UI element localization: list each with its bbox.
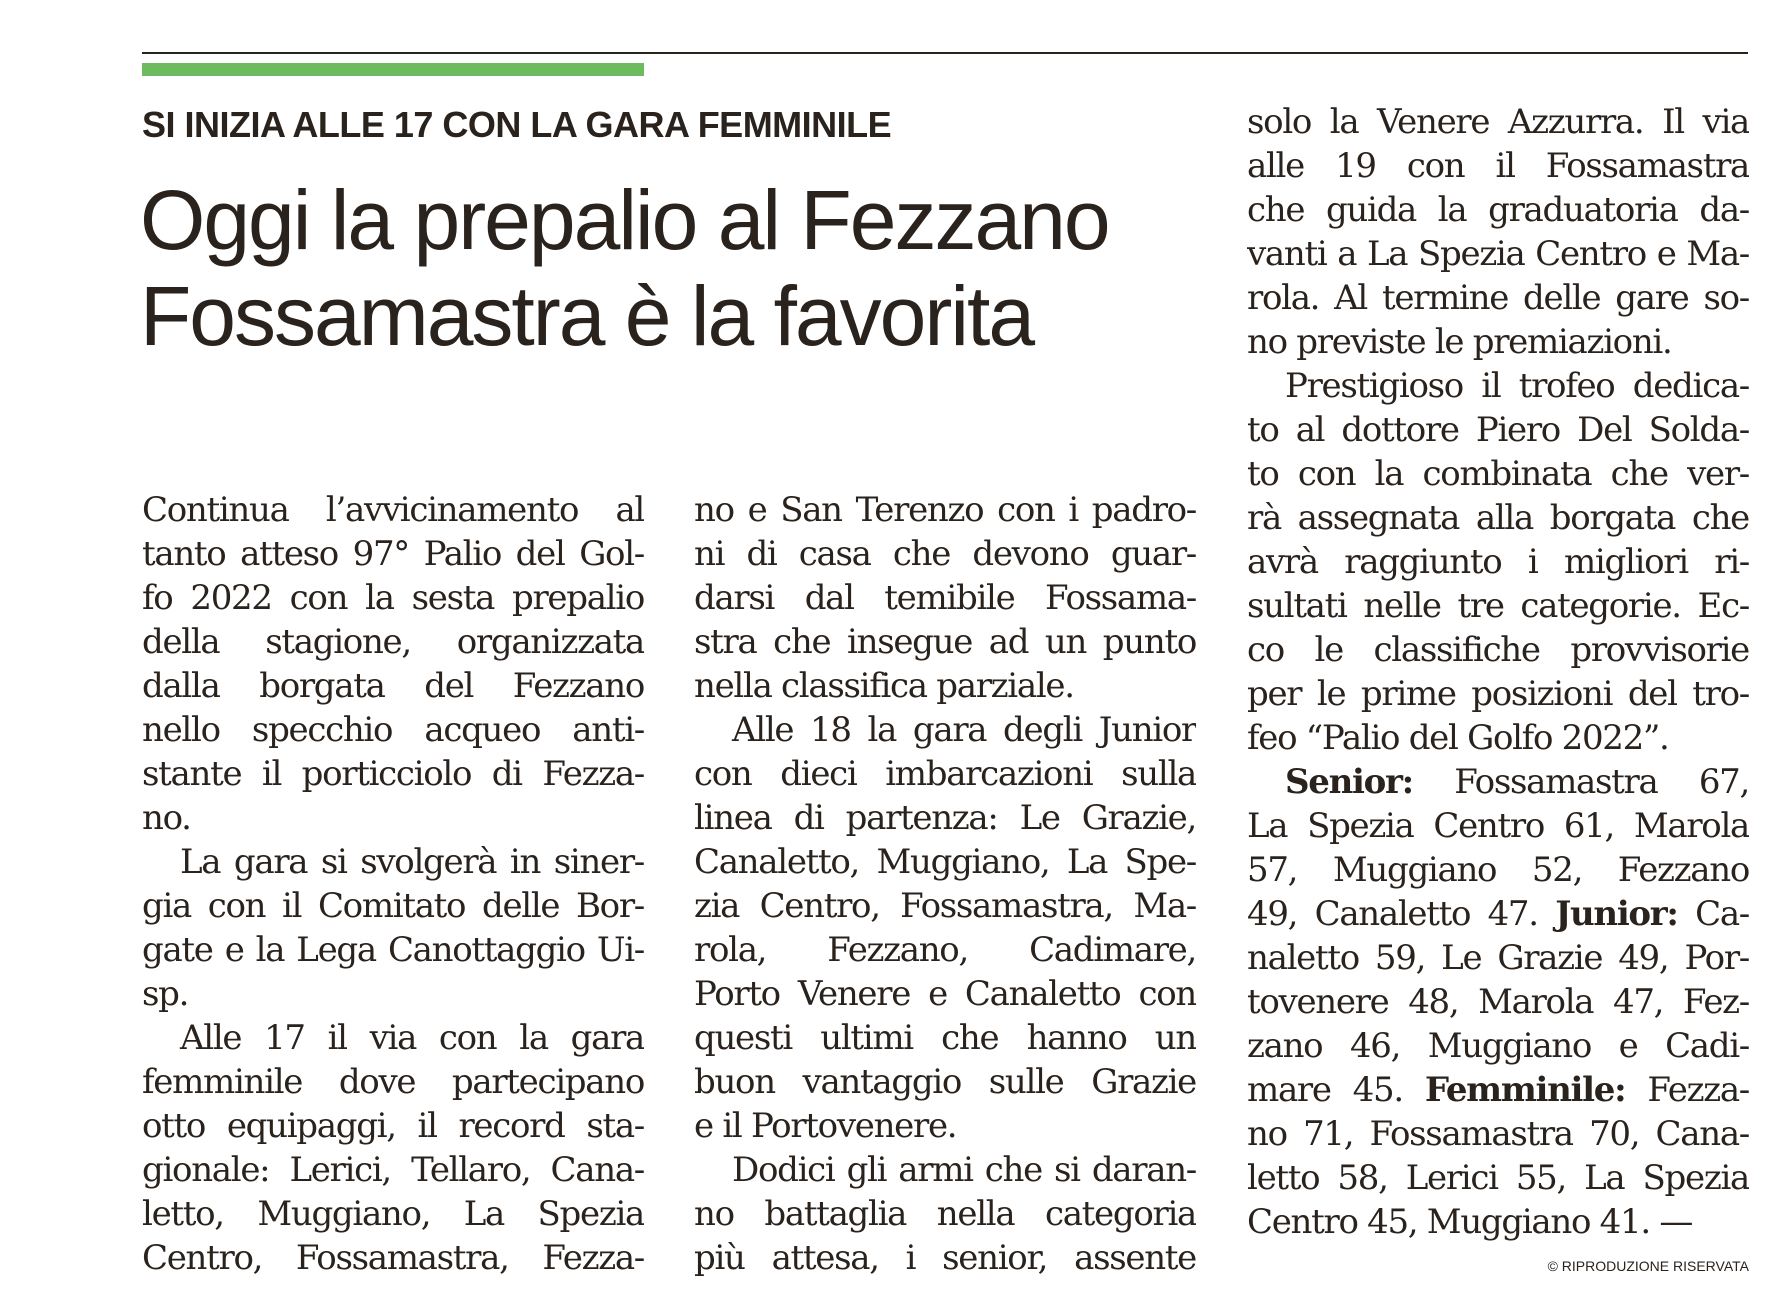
text-segment: La Spezia Centro 61, Marola bbox=[1247, 806, 1749, 846]
text-line bbox=[142, 1016, 644, 1060]
text-line bbox=[142, 884, 644, 928]
text-line bbox=[1247, 188, 1749, 232]
text-segment: no previste le premiazioni. bbox=[1247, 322, 1672, 362]
ranking-category-label: Senior: bbox=[1285, 762, 1413, 802]
text-segment: con dieci imbarcazioni sulla bbox=[694, 754, 1196, 794]
text-line bbox=[694, 796, 1196, 840]
text-line bbox=[694, 708, 1196, 752]
text-line bbox=[142, 972, 644, 1016]
text-line bbox=[1247, 892, 1749, 936]
text-segment: vanti a La Spezia Centro e Ma- bbox=[1247, 234, 1749, 274]
text-segment: sultati nelle tre categorie. Ec- bbox=[1247, 586, 1749, 626]
text-line bbox=[1247, 848, 1749, 892]
text-line bbox=[142, 532, 644, 576]
text-line bbox=[1247, 716, 1749, 760]
text-line bbox=[1247, 1068, 1749, 1112]
text-segment: mare 45. bbox=[1247, 1070, 1425, 1110]
text-segment: 49, Canaletto 47. bbox=[1247, 894, 1556, 934]
text-segment: stra che insegue ad un punto bbox=[694, 622, 1196, 662]
text-line bbox=[694, 1060, 1196, 1104]
text-segment: solo la Venere Azzurra. Il via bbox=[1247, 102, 1749, 142]
text-segment: rola, Fezzano, Cadimare, bbox=[694, 930, 1196, 970]
text-line bbox=[142, 752, 644, 796]
text-segment: fo 2022 con la sesta prepalio bbox=[142, 578, 644, 618]
text-segment: Dodici gli armi che si daran- bbox=[732, 1150, 1196, 1190]
text-segment: zano 46, Muggiano e Cadi- bbox=[1247, 1026, 1749, 1066]
text-line bbox=[1247, 1112, 1749, 1156]
text-segment: avrà raggiunto i migliori ri- bbox=[1247, 542, 1749, 582]
text-line bbox=[1247, 144, 1749, 188]
text-segment: Canaletto, Muggiano, La Spe- bbox=[694, 842, 1196, 882]
text-line bbox=[142, 1104, 644, 1148]
text-line bbox=[142, 1148, 644, 1192]
text-segment: no 71, Fossamastra 70, Cana- bbox=[1247, 1114, 1749, 1154]
text-segment: femminile dove partecipano bbox=[142, 1062, 644, 1102]
text-segment: to con la combinata che ver- bbox=[1247, 454, 1749, 494]
text-line bbox=[1247, 452, 1749, 496]
ranking-category-label: Femminile: bbox=[1424, 1070, 1626, 1110]
text-line bbox=[694, 532, 1196, 576]
text-segment: no e San Terenzo con i padro- bbox=[694, 490, 1196, 530]
text-segment: della stagione, organizzata bbox=[142, 622, 644, 662]
text-segment: e il Portovenere. bbox=[694, 1106, 957, 1146]
text-line bbox=[694, 1148, 1196, 1192]
text-line bbox=[694, 576, 1196, 620]
text-segment: Centro 45, Muggiano 41. — bbox=[1247, 1202, 1693, 1242]
text-line bbox=[694, 1104, 1196, 1148]
headline-line: Oggi la prepalio al Fezzano bbox=[140, 173, 1109, 267]
text-line bbox=[1247, 232, 1749, 276]
text-segment: Fezza- bbox=[1625, 1070, 1749, 1110]
kicker: SI INIZIA ALLE 17 CON LA GARA FEMMINILE bbox=[142, 104, 892, 145]
text-line bbox=[694, 752, 1196, 796]
text-line bbox=[1247, 628, 1749, 672]
text-segment: alle 19 con il Fossamastra bbox=[1247, 146, 1749, 186]
text-segment: Alle 18 la gara degli Junior bbox=[732, 710, 1196, 750]
text-segment: gia con il Comitato delle Bor- bbox=[142, 886, 644, 926]
text-line bbox=[694, 1192, 1196, 1236]
text-line bbox=[694, 620, 1196, 664]
text-segment: per le prime posizioni del tro- bbox=[1247, 674, 1749, 714]
text-segment: co le classifiche provvisorie bbox=[1247, 630, 1749, 670]
text-line bbox=[694, 972, 1196, 1016]
text-segment: tanto atteso 97° Palio del Gol- bbox=[142, 534, 644, 574]
text-segment: gionale: Lerici, Tellaro, Cana- bbox=[142, 1150, 644, 1190]
text-line bbox=[1247, 496, 1749, 540]
text-line bbox=[1247, 320, 1749, 364]
text-line bbox=[142, 796, 644, 840]
text-line bbox=[1247, 408, 1749, 452]
text-segment: più attesa, i senior, assente bbox=[694, 1238, 1196, 1278]
text-segment: feo “Palio del Golfo 2022”. bbox=[1247, 718, 1669, 758]
text-line bbox=[1247, 804, 1749, 848]
text-segment: no. bbox=[142, 798, 191, 838]
text-segment: rà assegnata alla borgata che bbox=[1247, 498, 1749, 538]
article-column-1 bbox=[142, 488, 644, 1280]
text-segment: letto 58, Lerici 55, La Spezia bbox=[1247, 1158, 1749, 1198]
text-segment: ni di casa che devono guar- bbox=[694, 534, 1196, 574]
ranking-category-label: Junior: bbox=[1555, 894, 1678, 934]
text-line bbox=[694, 840, 1196, 884]
text-segment: stante il porticciolo di Fezza- bbox=[142, 754, 644, 794]
text-line bbox=[1247, 936, 1749, 980]
article-column-2 bbox=[694, 488, 1196, 1280]
top-rule bbox=[142, 52, 1748, 54]
headline-line: Fossamastra è la favorita bbox=[140, 269, 1034, 363]
text-line bbox=[1247, 1024, 1749, 1068]
text-segment: Fossamastra 67, bbox=[1412, 762, 1749, 802]
text-segment: tovenere 48, Marola 47, Fez- bbox=[1247, 982, 1749, 1022]
text-segment: darsi dal temibile Fossama- bbox=[694, 578, 1196, 618]
text-line bbox=[1247, 276, 1749, 320]
text-line bbox=[142, 928, 644, 972]
text-segment: che guida la graduatoria da- bbox=[1247, 190, 1749, 230]
text-line bbox=[142, 664, 644, 708]
text-segment: to al dottore Piero Del Solda- bbox=[1247, 410, 1749, 450]
text-line bbox=[1247, 672, 1749, 716]
text-line bbox=[142, 1236, 644, 1280]
text-line bbox=[142, 1060, 644, 1104]
text-segment: naletto 59, Le Grazie 49, Por- bbox=[1247, 938, 1749, 978]
text-line bbox=[142, 840, 644, 884]
text-line bbox=[142, 1192, 644, 1236]
text-line bbox=[1247, 1156, 1749, 1200]
text-line bbox=[1247, 760, 1749, 804]
text-line bbox=[1247, 540, 1749, 584]
text-line bbox=[694, 928, 1196, 972]
text-line bbox=[142, 708, 644, 752]
text-line bbox=[694, 488, 1196, 532]
article-column-3 bbox=[1247, 100, 1749, 1244]
text-segment: Continua l’avvicinamento al bbox=[142, 490, 644, 530]
text-line bbox=[142, 488, 644, 532]
text-segment: nella classifica parziale. bbox=[694, 666, 1074, 706]
text-segment: Alle 17 il via con la gara bbox=[180, 1018, 644, 1058]
text-segment: dalla borgata del Fezzano bbox=[142, 666, 644, 706]
text-segment: letto, Muggiano, La Spezia bbox=[142, 1194, 644, 1234]
text-line bbox=[694, 1236, 1196, 1280]
text-segment: otto equipaggi, il record sta- bbox=[142, 1106, 644, 1146]
headline bbox=[140, 172, 1200, 364]
text-segment: zia Centro, Fossamastra, Ma- bbox=[694, 886, 1196, 926]
text-line bbox=[1247, 1200, 1749, 1244]
section-accent-bar bbox=[142, 63, 644, 76]
text-line bbox=[694, 1016, 1196, 1060]
text-segment: Centro, Fossamastra, Fezza- bbox=[142, 1238, 644, 1278]
copyright-credit: © RIPRODUZIONE RISERVATA bbox=[1547, 1258, 1749, 1274]
text-segment: questi ultimi che hanno un bbox=[694, 1018, 1196, 1058]
text-line bbox=[142, 576, 644, 620]
text-segment: 57, Muggiano 52, Fezzano bbox=[1247, 850, 1749, 890]
text-segment: buon vantaggio sulle Grazie bbox=[694, 1062, 1196, 1102]
text-segment: linea di partenza: Le Grazie, bbox=[694, 798, 1196, 838]
text-segment: Porto Venere e Canaletto con bbox=[694, 974, 1196, 1014]
text-line bbox=[1247, 364, 1749, 408]
text-segment: gate e la Lega Canottaggio Ui- bbox=[142, 930, 644, 970]
text-line bbox=[1247, 100, 1749, 144]
text-segment: nello specchio acqueo anti- bbox=[142, 710, 644, 750]
text-segment: La gara si svolgerà in siner- bbox=[180, 842, 644, 882]
text-line bbox=[694, 884, 1196, 928]
text-line bbox=[694, 664, 1196, 708]
text-line bbox=[1247, 980, 1749, 1024]
text-line bbox=[1247, 584, 1749, 628]
text-segment: Ca- bbox=[1677, 894, 1749, 934]
text-segment: Prestigioso il trofeo dedica- bbox=[1285, 366, 1749, 406]
text-segment: sp. bbox=[142, 974, 189, 1014]
text-line bbox=[142, 620, 644, 664]
text-segment: rola. Al termine delle gare so- bbox=[1247, 278, 1749, 318]
text-segment: no battaglia nella categoria bbox=[694, 1194, 1196, 1234]
